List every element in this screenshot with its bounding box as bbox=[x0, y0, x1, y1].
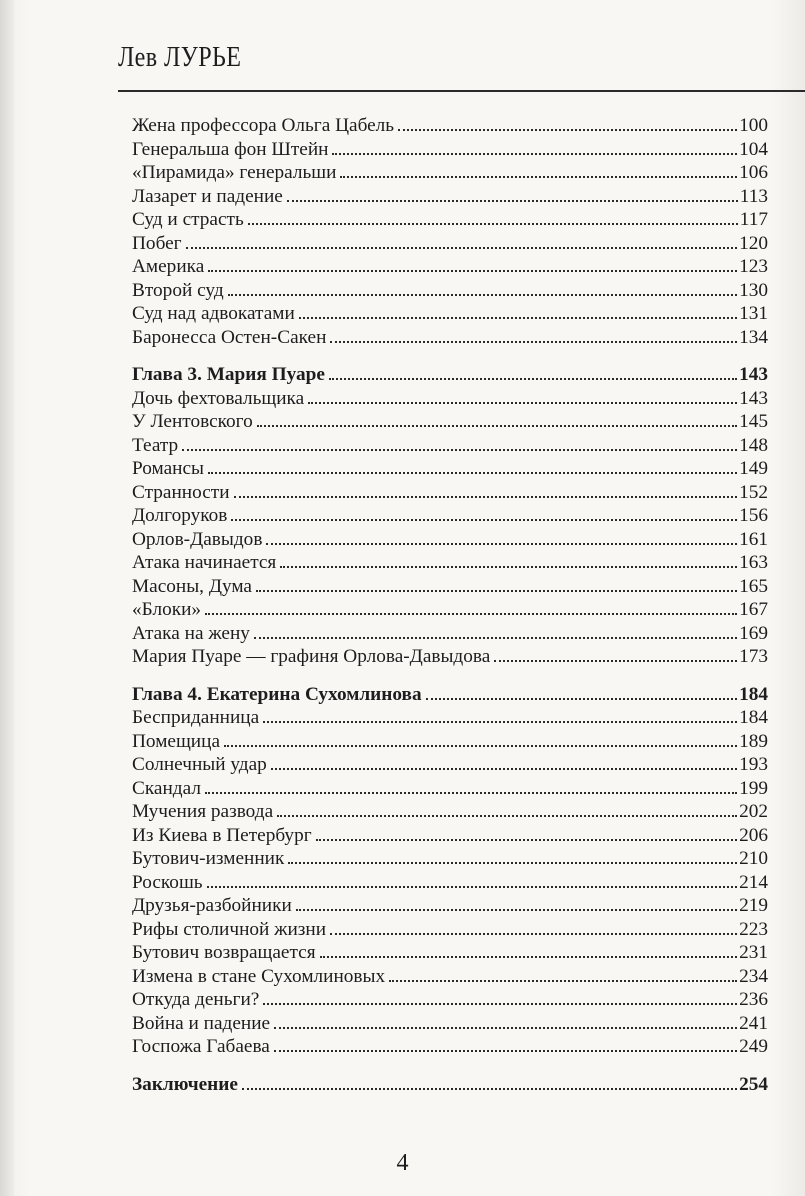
toc-entry-page: 152 bbox=[739, 481, 768, 503]
dot-leader bbox=[263, 1003, 737, 1005]
toc-entry-title: Рифы столичной жизни bbox=[132, 918, 327, 940]
toc-entry bbox=[132, 800, 768, 824]
toc-entry-title: Баронесса Остен-Сакен bbox=[132, 326, 327, 348]
toc-entry-title: Романсы bbox=[132, 458, 204, 479]
toc-entry-title: «Блоки» bbox=[132, 599, 202, 620]
toc-entry bbox=[132, 551, 768, 575]
toc-entry-title: Побег bbox=[132, 232, 182, 254]
toc-entry-page: 214 bbox=[739, 871, 768, 893]
toc-entry-title: «Пирамида» генеральши bbox=[132, 162, 337, 183]
toc-entry bbox=[132, 871, 768, 895]
dot-leader bbox=[316, 839, 737, 841]
toc-entry bbox=[132, 777, 768, 801]
toc-entry-title: Странности bbox=[132, 481, 230, 503]
toc-entry-title: Второй суд bbox=[132, 279, 224, 301]
toc-entry bbox=[132, 706, 768, 730]
dot-leader bbox=[266, 543, 737, 545]
toc-entry-title: Генеральша фон Штейн bbox=[132, 138, 329, 160]
toc-entry-title: Госпожа Габаева bbox=[132, 1036, 270, 1057]
toc-entry-page: 189 bbox=[739, 730, 768, 752]
toc-entry-page: 199 bbox=[739, 777, 768, 799]
toc-entry-title: Суд и страсть bbox=[132, 209, 244, 230]
toc-entry-page: 113 bbox=[739, 185, 768, 207]
toc-entry bbox=[132, 988, 768, 1012]
dot-leader bbox=[205, 792, 737, 794]
toc-entry-page: 100 bbox=[739, 115, 768, 136]
dot-leader bbox=[182, 449, 737, 451]
toc-entry-page: 165 bbox=[739, 575, 768, 597]
dot-leader bbox=[208, 270, 737, 272]
toc-entry-title: Глава 4. Екатерина Сухомлинова bbox=[132, 683, 422, 705]
header-rule bbox=[118, 90, 805, 92]
dot-leader bbox=[207, 886, 737, 888]
toc-entry-page: 223 bbox=[739, 918, 768, 940]
toc-entry bbox=[132, 434, 768, 458]
toc-entry bbox=[132, 279, 768, 303]
toc-entry bbox=[132, 824, 768, 848]
toc-entry-title: Бутович возвращается bbox=[132, 942, 316, 963]
toc-entry-title: Мучения развода bbox=[132, 801, 274, 822]
dot-leader bbox=[296, 909, 737, 911]
toc-entry bbox=[132, 232, 768, 256]
toc-entry-page: 206 bbox=[739, 824, 768, 846]
toc-entry bbox=[132, 302, 768, 326]
toc-entry-title: Мария Пуаре — графиня Орлова-Давыдова bbox=[132, 646, 491, 667]
toc-entry bbox=[132, 730, 768, 754]
toc-entry-title: Помещица bbox=[132, 730, 220, 752]
toc-entry-title: Бесприданница bbox=[132, 707, 260, 728]
toc-entry-title: Долгоруков bbox=[132, 505, 228, 526]
dot-leader bbox=[186, 247, 737, 249]
toc-entry bbox=[132, 528, 768, 552]
toc-entry-page: 145 bbox=[739, 411, 768, 432]
toc-entry-page: 193 bbox=[739, 754, 768, 775]
toc-entry bbox=[132, 753, 768, 777]
toc-entry-page: 169 bbox=[739, 622, 768, 644]
section-gap bbox=[132, 669, 768, 683]
toc-entry-title: Из Киева в Петербург bbox=[132, 824, 312, 846]
toc-entry-title: Орлов-Давыдов bbox=[132, 528, 263, 550]
toc-entry bbox=[132, 645, 768, 669]
dot-leader bbox=[242, 1088, 737, 1090]
toc-entry-title: Скандал bbox=[132, 777, 201, 799]
dot-leader bbox=[271, 768, 737, 770]
toc-entry-page: 219 bbox=[739, 895, 768, 916]
toc-entry-title: Атака начинается bbox=[132, 552, 277, 573]
toc-entry-title: Масоны, Дума bbox=[132, 575, 252, 597]
toc-entry bbox=[132, 138, 768, 162]
toc-entry bbox=[132, 965, 768, 989]
toc-entry-page: 184 bbox=[739, 683, 768, 705]
toc-entry bbox=[132, 504, 768, 528]
dot-leader bbox=[257, 425, 737, 427]
dot-leader bbox=[231, 519, 737, 521]
toc-entry-page: 241 bbox=[739, 1012, 768, 1034]
toc-entry-page: 106 bbox=[739, 162, 768, 183]
toc-entry-title: Измена в стане Сухомлиновых bbox=[132, 965, 386, 987]
dot-leader bbox=[256, 590, 737, 592]
dot-leader bbox=[274, 1050, 737, 1052]
toc-entry bbox=[132, 410, 768, 434]
toc-entry bbox=[132, 1035, 768, 1059]
toc-entry-title: Жена профессора Ольга Цабель bbox=[132, 115, 395, 136]
toc-entry bbox=[132, 622, 768, 646]
dot-leader bbox=[263, 721, 737, 723]
toc-entry-page: 202 bbox=[739, 801, 768, 822]
toc-entry-title: Лазарет и падение bbox=[132, 185, 283, 207]
running-header-author: Лев ЛУРЬЕ bbox=[118, 42, 242, 73]
dot-leader bbox=[329, 378, 737, 380]
toc-entry-title: Атака на жену bbox=[132, 622, 250, 644]
toc-entry-page: 254 bbox=[739, 1073, 768, 1095]
toc-entry-page: 173 bbox=[739, 646, 768, 667]
toc-entry-title: Театр bbox=[132, 434, 179, 456]
toc-entry-page: 148 bbox=[739, 434, 768, 456]
toc-entry-page: 231 bbox=[739, 942, 768, 963]
dot-leader bbox=[287, 200, 738, 202]
toc-entry-page: 184 bbox=[739, 707, 768, 728]
toc-entry-page: 134 bbox=[739, 326, 768, 348]
toc-entry-title: Роскошь bbox=[132, 871, 203, 893]
toc-entry bbox=[132, 255, 768, 279]
toc-entry bbox=[132, 598, 768, 622]
toc-entry bbox=[132, 161, 768, 185]
dot-leader bbox=[398, 129, 737, 131]
toc-entry bbox=[132, 847, 768, 871]
toc-entry-title: У Лентовского bbox=[132, 411, 253, 432]
toc-entry bbox=[132, 387, 768, 411]
toc-entry bbox=[132, 185, 768, 209]
toc-entry bbox=[132, 326, 768, 350]
toc-entry-page: 130 bbox=[739, 279, 768, 301]
dot-leader bbox=[340, 176, 737, 178]
toc-entry-title: Дочь фехтовальщика bbox=[132, 387, 305, 409]
toc-entry-title: Америка bbox=[132, 256, 205, 277]
dot-leader bbox=[280, 566, 737, 568]
section-gap bbox=[132, 1059, 768, 1073]
toc-entry-page: 104 bbox=[739, 138, 768, 160]
toc-entry-title: Откуда деньги? bbox=[132, 989, 260, 1010]
page-binding-edge bbox=[0, 0, 14, 1196]
dot-leader bbox=[288, 862, 737, 864]
toc-entry-title: Бутович-изменник bbox=[132, 848, 285, 869]
toc-entry-page: 236 bbox=[739, 989, 768, 1010]
dot-leader bbox=[308, 402, 737, 404]
toc-entry-title: Война и падение bbox=[132, 1012, 271, 1034]
page-number: 4 bbox=[396, 1150, 409, 1176]
toc-entry-page: 120 bbox=[739, 232, 768, 254]
toc-entry bbox=[132, 481, 768, 505]
toc-entry bbox=[132, 941, 768, 965]
dot-leader bbox=[208, 472, 737, 474]
toc-entry-title: Заключение bbox=[132, 1073, 238, 1095]
toc-entry bbox=[132, 457, 768, 481]
section-gap bbox=[132, 349, 768, 363]
dot-leader bbox=[494, 660, 737, 662]
dot-leader bbox=[389, 980, 737, 982]
toc-entry-page: 117 bbox=[739, 209, 768, 230]
dot-leader bbox=[248, 223, 738, 225]
toc-entry bbox=[132, 114, 768, 138]
toc-entry-page: 143 bbox=[739, 387, 768, 409]
toc-entry bbox=[132, 575, 768, 599]
running-header bbox=[118, 42, 798, 74]
dot-leader bbox=[224, 745, 737, 747]
toc-chapter-entry bbox=[132, 1073, 768, 1097]
dot-leader bbox=[254, 637, 737, 639]
toc-entry-page: 249 bbox=[739, 1036, 768, 1057]
toc-entry bbox=[132, 1012, 768, 1036]
toc-entry-title: Солнечный удар bbox=[132, 754, 267, 775]
table-of-contents bbox=[132, 114, 768, 1096]
dot-leader bbox=[426, 698, 737, 700]
toc-entry bbox=[132, 894, 768, 918]
toc-entry-title: Друзья-разбойники bbox=[132, 895, 292, 916]
dot-leader bbox=[205, 613, 737, 615]
toc-entry-page: 156 bbox=[739, 505, 768, 526]
toc-entry-page: 131 bbox=[739, 303, 768, 324]
toc-entry-page: 210 bbox=[739, 848, 768, 869]
toc-entry-page: 123 bbox=[739, 256, 768, 277]
dot-leader bbox=[330, 341, 737, 343]
toc-entry bbox=[132, 208, 768, 232]
dot-leader bbox=[332, 153, 737, 155]
toc-entry-page: 234 bbox=[739, 965, 768, 987]
toc-entry bbox=[132, 918, 768, 942]
toc-entry-page: 143 bbox=[739, 364, 768, 385]
toc-entry-page: 163 bbox=[739, 552, 768, 573]
toc-entry-page: 149 bbox=[739, 458, 768, 479]
toc-entry-title: Глава 3. Мария Пуаре bbox=[132, 364, 325, 385]
dot-leader bbox=[234, 496, 738, 498]
dot-leader bbox=[299, 317, 737, 319]
toc-chapter-entry bbox=[132, 363, 768, 387]
dot-leader bbox=[320, 956, 738, 958]
dot-leader bbox=[330, 933, 737, 935]
toc-chapter-entry bbox=[132, 683, 768, 707]
dot-leader bbox=[277, 815, 737, 817]
dot-leader bbox=[228, 294, 737, 296]
dot-leader bbox=[274, 1027, 737, 1029]
toc-entry-page: 167 bbox=[739, 599, 768, 620]
toc-entry-title: Суд над адвокатами bbox=[132, 303, 295, 324]
toc-entry-page: 161 bbox=[739, 528, 768, 550]
